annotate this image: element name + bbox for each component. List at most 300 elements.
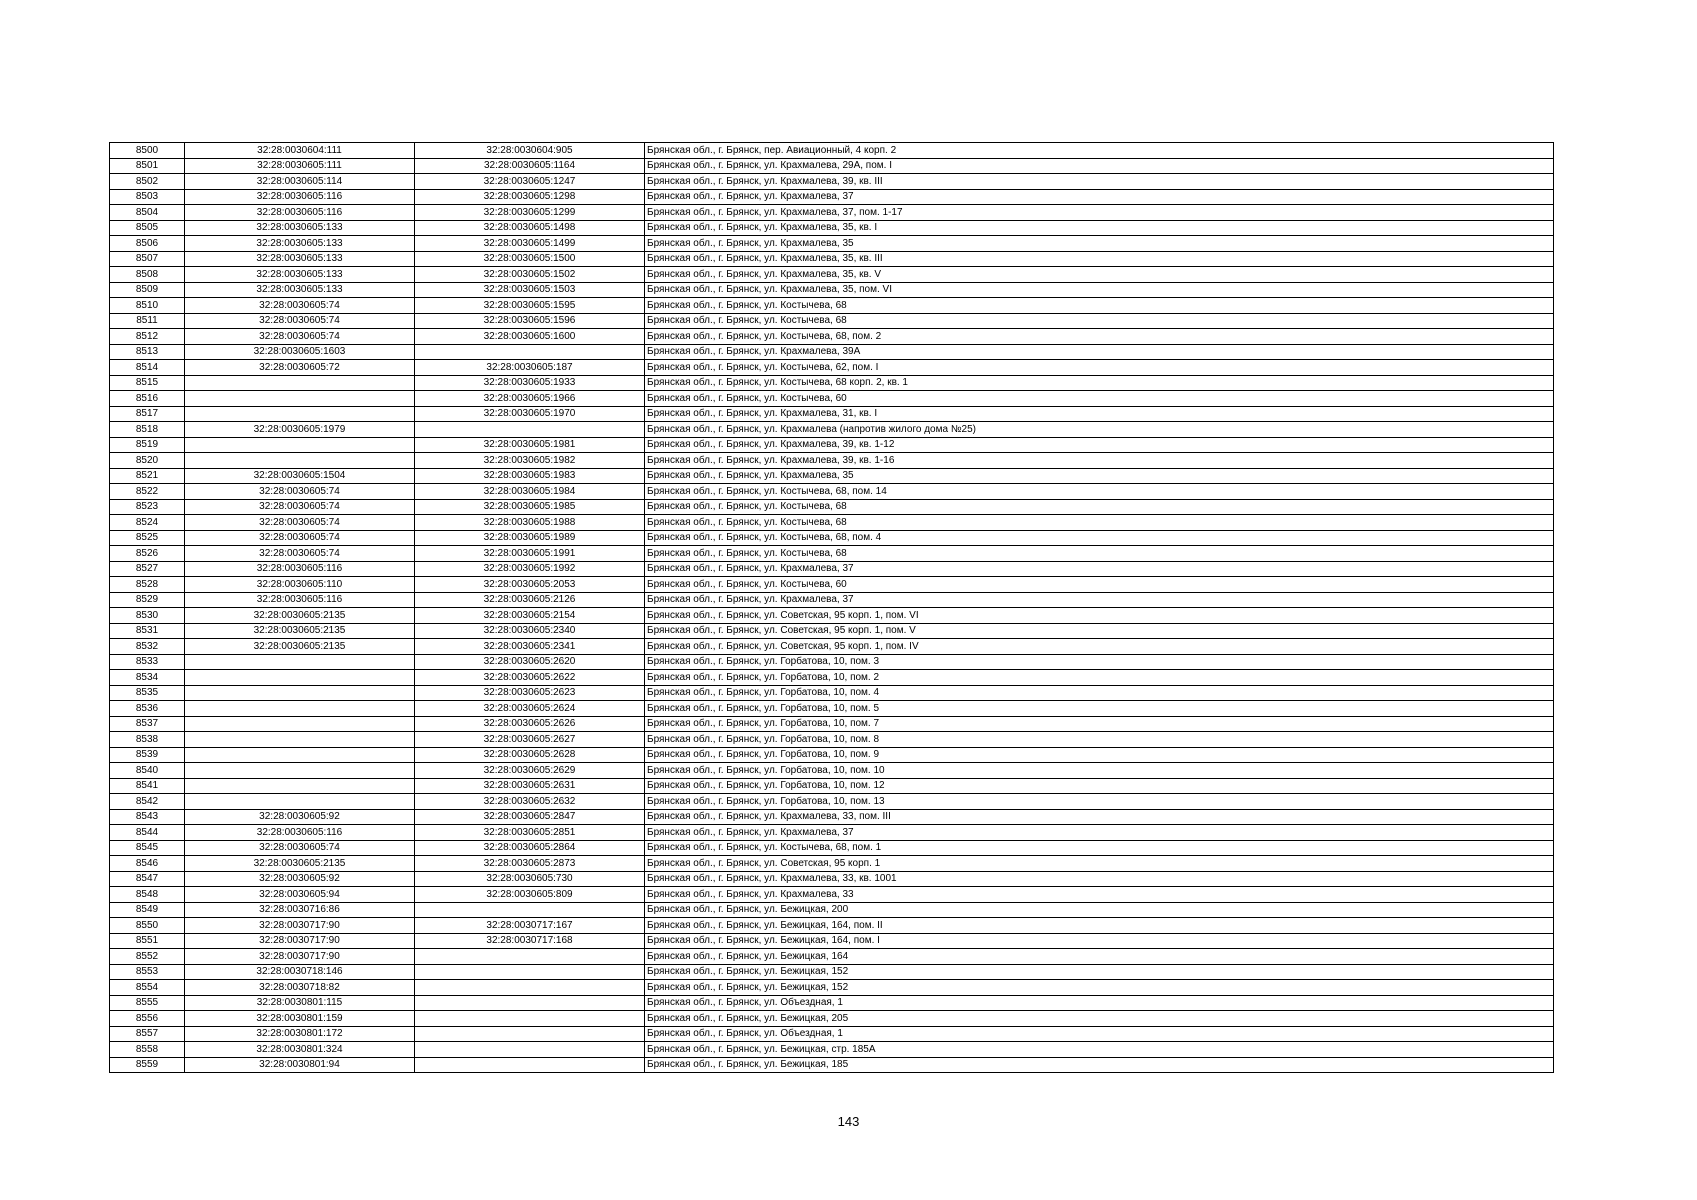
object-cadastral-number-cell [415, 422, 645, 438]
table-row [110, 468, 1554, 484]
row-number-cell: 8536 [110, 701, 185, 717]
address-cell: Брянская обл., г. Брянск, ул. Горбатова, 10, пом. 5 [645, 701, 1554, 717]
address-cell: Брянская обл., г. Брянск, ул. Крахмалева, 39, кв. 1-12 [645, 437, 1554, 453]
address-cell: Брянская обл., г. Брянск, ул. Горбатова, 10, пом. 12 [645, 778, 1554, 794]
land-cadastral-number-cell: 32:28:0030605:74 [185, 499, 415, 515]
land-cadastral-number-cell: 32:28:0030605:2135 [185, 639, 415, 655]
land-cadastral-number-cell: 32:28:0030605:2135 [185, 856, 415, 872]
row-number-cell: 8554 [110, 980, 185, 996]
object-cadastral-number-cell: 32:28:0030605:2620 [415, 654, 645, 670]
row-number-cell: 8557 [110, 1026, 185, 1042]
row-number-cell: 8503 [110, 189, 185, 205]
address-cell: Брянская обл., г. Брянск, ул. Костычева, 68 [645, 298, 1554, 314]
object-cadastral-number-cell: 32:28:0030605:187 [415, 360, 645, 376]
row-number-cell: 8512 [110, 329, 185, 345]
address-cell: Брянская обл., г. Брянск, ул. Крахмалева, 39, кв. 1-16 [645, 453, 1554, 469]
object-cadastral-number-cell: 32:28:0030605:1991 [415, 546, 645, 562]
object-cadastral-number-cell [415, 949, 645, 965]
address-cell: Брянская обл., г. Брянск, ул. Крахмалева, 37 [645, 189, 1554, 205]
address-cell: Брянская обл., г. Брянск, ул. Крахмалева, 31, кв. I [645, 406, 1554, 422]
table-row [110, 1011, 1554, 1027]
address-cell: Брянская обл., г. Брянск, ул. Бежицкая, 200 [645, 902, 1554, 918]
row-number-cell: 8556 [110, 1011, 185, 1027]
address-cell: Брянская обл., г. Брянск, ул. Крахмалева, 35 [645, 236, 1554, 252]
row-number-cell: 8501 [110, 158, 185, 174]
object-cadastral-number-cell: 32:28:0030605:809 [415, 887, 645, 903]
address-cell: Брянская обл., г. Брянск, ул. Советская, 95 корп. 1, пом. V [645, 623, 1554, 639]
row-number-cell: 8509 [110, 282, 185, 298]
row-number-cell: 8500 [110, 143, 185, 159]
address-cell: Брянская обл., г. Брянск, ул. Костычева, 68, пом. 4 [645, 530, 1554, 546]
row-number-cell: 8507 [110, 251, 185, 267]
object-cadastral-number-cell [415, 344, 645, 360]
table-row [110, 856, 1554, 872]
table-row [110, 375, 1554, 391]
object-cadastral-number-cell: 32:28:0030605:1933 [415, 375, 645, 391]
row-number-cell: 8519 [110, 437, 185, 453]
land-cadastral-number-cell: 32:28:0030605:116 [185, 592, 415, 608]
address-cell: Брянская обл., г. Брянск, ул. Костычева, 60 [645, 391, 1554, 407]
land-cadastral-number-cell: 32:28:0030801:159 [185, 1011, 415, 1027]
property-table [109, 142, 1554, 1073]
land-cadastral-number-cell: 32:28:0030717:90 [185, 918, 415, 934]
object-cadastral-number-cell: 32:28:0030605:1164 [415, 158, 645, 174]
object-cadastral-number-cell: 32:28:0030605:2341 [415, 639, 645, 655]
object-cadastral-number-cell: 32:28:0030605:1966 [415, 391, 645, 407]
object-cadastral-number-cell: 32:28:0030605:2847 [415, 809, 645, 825]
address-cell: Брянская обл., г. Брянск, ул. Крахмалева (напротив жилого дома №25) [645, 422, 1554, 438]
land-cadastral-number-cell: 32:28:0030605:116 [185, 825, 415, 841]
row-number-cell: 8528 [110, 577, 185, 593]
land-cadastral-number-cell: 32:28:0030717:90 [185, 933, 415, 949]
land-cadastral-number-cell: 32:28:0030605:116 [185, 189, 415, 205]
object-cadastral-number-cell: 32:28:0030605:2629 [415, 763, 645, 779]
address-cell: Брянская обл., г. Брянск, ул. Бежицкая, 164 [645, 949, 1554, 965]
address-cell: Брянская обл., г. Брянск, ул. Горбатова, 10, пом. 9 [645, 747, 1554, 763]
land-cadastral-number-cell: 32:28:0030605:1603 [185, 344, 415, 360]
row-number-cell: 8514 [110, 360, 185, 376]
object-cadastral-number-cell: 32:28:0030605:1503 [415, 282, 645, 298]
object-cadastral-number-cell: 32:28:0030605:2126 [415, 592, 645, 608]
object-cadastral-number-cell: 32:28:0030605:1985 [415, 499, 645, 515]
row-number-cell: 8534 [110, 670, 185, 686]
object-cadastral-number-cell: 32:28:0030605:1981 [415, 437, 645, 453]
address-cell: Брянская обл., г. Брянск, ул. Бежицкая, стр. 185А [645, 1042, 1554, 1058]
object-cadastral-number-cell: 32:28:0030605:2340 [415, 623, 645, 639]
land-cadastral-number-cell: 32:28:0030605:133 [185, 220, 415, 236]
row-number-cell: 8545 [110, 840, 185, 856]
row-number-cell: 8553 [110, 964, 185, 980]
object-cadastral-number-cell: 32:28:0030717:168 [415, 933, 645, 949]
land-cadastral-number-cell: 32:28:0030605:74 [185, 515, 415, 531]
object-cadastral-number-cell [415, 1026, 645, 1042]
row-number-cell: 8531 [110, 623, 185, 639]
land-cadastral-number-cell: 32:28:0030605:92 [185, 871, 415, 887]
address-cell: Брянская обл., г. Брянск, ул. Крахмалева, 35, кв. III [645, 251, 1554, 267]
table-row [110, 980, 1554, 996]
row-number-cell: 8559 [110, 1057, 185, 1073]
object-cadastral-number-cell: 32:28:0030605:2632 [415, 794, 645, 810]
land-cadastral-number-cell: 32:28:0030718:82 [185, 980, 415, 996]
row-number-cell: 8504 [110, 205, 185, 221]
land-cadastral-number-cell: 32:28:0030605:72 [185, 360, 415, 376]
land-cadastral-number-cell: 32:28:0030605:74 [185, 484, 415, 500]
land-cadastral-number-cell: 32:28:0030717:90 [185, 949, 415, 965]
table-row [110, 902, 1554, 918]
table-row [110, 995, 1554, 1011]
land-cadastral-number-cell: 32:28:0030605:111 [185, 158, 415, 174]
object-cadastral-number-cell: 32:28:0030605:730 [415, 871, 645, 887]
table-row [110, 205, 1554, 221]
object-cadastral-number-cell: 32:28:0030605:1502 [415, 267, 645, 283]
land-cadastral-number-cell: 32:28:0030605:133 [185, 282, 415, 298]
land-cadastral-number-cell: 32:28:0030605:116 [185, 561, 415, 577]
table-row [110, 840, 1554, 856]
land-cadastral-number-cell: 32:28:0030605:94 [185, 887, 415, 903]
object-cadastral-number-cell: 32:28:0030605:1299 [415, 205, 645, 221]
object-cadastral-number-cell: 32:28:0030605:1992 [415, 561, 645, 577]
address-cell: Брянская обл., г. Брянск, ул. Бежицкая, 205 [645, 1011, 1554, 1027]
land-cadastral-number-cell [185, 747, 415, 763]
row-number-cell: 8551 [110, 933, 185, 949]
object-cadastral-number-cell: 32:28:0030605:2626 [415, 716, 645, 732]
table-row [110, 623, 1554, 639]
row-number-cell: 8558 [110, 1042, 185, 1058]
object-cadastral-number-cell: 32:28:0030605:1600 [415, 329, 645, 345]
object-cadastral-number-cell: 32:28:0030605:1984 [415, 484, 645, 500]
object-cadastral-number-cell: 32:28:0030605:2628 [415, 747, 645, 763]
table-row [110, 685, 1554, 701]
object-cadastral-number-cell: 32:28:0030717:167 [415, 918, 645, 934]
row-number-cell: 8521 [110, 468, 185, 484]
land-cadastral-number-cell: 32:28:0030801:324 [185, 1042, 415, 1058]
row-number-cell: 8537 [110, 716, 185, 732]
row-number-cell: 8505 [110, 220, 185, 236]
table-row [110, 716, 1554, 732]
table-row [110, 654, 1554, 670]
object-cadastral-number-cell: 32:28:0030605:2624 [415, 701, 645, 717]
land-cadastral-number-cell: 32:28:0030605:133 [185, 236, 415, 252]
address-cell: Брянская обл., г. Брянск, ул. Крахмалева, 37 [645, 592, 1554, 608]
object-cadastral-number-cell: 32:28:0030605:2631 [415, 778, 645, 794]
land-cadastral-number-cell [185, 375, 415, 391]
object-cadastral-number-cell: 32:28:0030605:1982 [415, 453, 645, 469]
address-cell: Брянская обл., г. Брянск, ул. Крахмалева, 33 [645, 887, 1554, 903]
row-number-cell: 8544 [110, 825, 185, 841]
object-cadastral-number-cell: 32:28:0030605:1970 [415, 406, 645, 422]
table-row [110, 515, 1554, 531]
table-row [110, 1057, 1554, 1073]
table-row [110, 639, 1554, 655]
address-cell: Брянская обл., г. Брянск, ул. Крахмалева, 37, пом. 1-17 [645, 205, 1554, 221]
object-cadastral-number-cell: 32:28:0030605:2622 [415, 670, 645, 686]
object-cadastral-number-cell [415, 964, 645, 980]
table-row [110, 1026, 1554, 1042]
table-row [110, 499, 1554, 515]
row-number-cell: 8533 [110, 654, 185, 670]
row-number-cell: 8526 [110, 546, 185, 562]
table-row [110, 189, 1554, 205]
table-row [110, 158, 1554, 174]
land-cadastral-number-cell: 32:28:0030605:74 [185, 329, 415, 345]
row-number-cell: 8515 [110, 375, 185, 391]
table-row [110, 701, 1554, 717]
land-cadastral-number-cell: 32:28:0030605:2135 [185, 608, 415, 624]
object-cadastral-number-cell: 32:28:0030605:2627 [415, 732, 645, 748]
table-row [110, 608, 1554, 624]
address-cell: Брянская обл., г. Брянск, ул. Костычева, 60 [645, 577, 1554, 593]
table-row [110, 1042, 1554, 1058]
row-number-cell: 8520 [110, 453, 185, 469]
table-row [110, 391, 1554, 407]
row-number-cell: 8549 [110, 902, 185, 918]
object-cadastral-number-cell: 32:28:0030605:1989 [415, 530, 645, 546]
table-row [110, 344, 1554, 360]
table-row [110, 964, 1554, 980]
land-cadastral-number-cell [185, 701, 415, 717]
row-number-cell: 8522 [110, 484, 185, 500]
table-row [110, 732, 1554, 748]
land-cadastral-number-cell [185, 654, 415, 670]
land-cadastral-number-cell: 32:28:0030605:74 [185, 298, 415, 314]
land-cadastral-number-cell [185, 716, 415, 732]
land-cadastral-number-cell: 32:28:0030605:1504 [185, 468, 415, 484]
object-cadastral-number-cell: 32:28:0030605:2053 [415, 577, 645, 593]
address-cell: Брянская обл., г. Брянск, ул. Крахмалева, 37 [645, 561, 1554, 577]
table-row [110, 143, 1554, 159]
address-cell: Брянская обл., г. Брянск, ул. Костычева, 68 [645, 313, 1554, 329]
row-number-cell: 8517 [110, 406, 185, 422]
land-cadastral-number-cell: 32:28:0030716:86 [185, 902, 415, 918]
address-cell: Брянская обл., г. Брянск, ул. Горбатова, 10, пом. 3 [645, 654, 1554, 670]
object-cadastral-number-cell [415, 902, 645, 918]
table-row [110, 174, 1554, 190]
address-cell: Брянская обл., г. Брянск, ул. Крахмалева, 35, пом. VI [645, 282, 1554, 298]
object-cadastral-number-cell [415, 980, 645, 996]
row-number-cell: 8511 [110, 313, 185, 329]
address-cell: Брянская обл., г. Брянск, ул. Горбатова, 10, пом. 2 [645, 670, 1554, 686]
address-cell: Брянская обл., г. Брянск, ул. Бежицкая, 152 [645, 980, 1554, 996]
table-row [110, 484, 1554, 500]
table-row [110, 313, 1554, 329]
land-cadastral-number-cell: 32:28:0030605:133 [185, 267, 415, 283]
land-cadastral-number-cell: 32:28:0030605:74 [185, 313, 415, 329]
table-row [110, 763, 1554, 779]
object-cadastral-number-cell: 32:28:0030605:1595 [415, 298, 645, 314]
address-cell: Брянская обл., г. Брянск, ул. Объездная, 1 [645, 995, 1554, 1011]
object-cadastral-number-cell [415, 995, 645, 1011]
address-cell: Брянская обл., г. Брянск, ул. Крахмалева, 39А [645, 344, 1554, 360]
address-cell: Брянская обл., г. Брянск, ул. Костычева, 68 корп. 2, кв. 1 [645, 375, 1554, 391]
land-cadastral-number-cell [185, 437, 415, 453]
address-cell: Брянская обл., г. Брянск, ул. Горбатова, 10, пом. 10 [645, 763, 1554, 779]
object-cadastral-number-cell: 32:28:0030605:1498 [415, 220, 645, 236]
row-number-cell: 8541 [110, 778, 185, 794]
address-cell: Брянская обл., г. Брянск, ул. Крахмалева, 35, кв. I [645, 220, 1554, 236]
row-number-cell: 8506 [110, 236, 185, 252]
table-row [110, 282, 1554, 298]
land-cadastral-number-cell: 32:28:0030718:146 [185, 964, 415, 980]
address-cell: Брянская обл., г. Брянск, ул. Горбатова, 10, пом. 7 [645, 716, 1554, 732]
address-cell: Брянская обл., г. Брянск, ул. Крахмалева, 33, пом. III [645, 809, 1554, 825]
address-cell: Брянская обл., г. Брянск, ул. Крахмалева, 33, кв. 1001 [645, 871, 1554, 887]
object-cadastral-number-cell: 32:28:0030605:2154 [415, 608, 645, 624]
table-row [110, 267, 1554, 283]
table-row [110, 329, 1554, 345]
address-cell: Брянская обл., г. Брянск, ул. Костычева, 68 [645, 499, 1554, 515]
row-number-cell: 8535 [110, 685, 185, 701]
land-cadastral-number-cell [185, 670, 415, 686]
row-number-cell: 8550 [110, 918, 185, 934]
land-cadastral-number-cell: 32:28:0030801:115 [185, 995, 415, 1011]
address-cell: Брянская обл., г. Брянск, ул. Крахмалева, 39, кв. III [645, 174, 1554, 190]
address-cell: Брянская обл., г. Брянск, ул. Костычева, 68 [645, 515, 1554, 531]
row-number-cell: 8543 [110, 809, 185, 825]
table-row [110, 871, 1554, 887]
row-number-cell: 8516 [110, 391, 185, 407]
row-number-cell: 8547 [110, 871, 185, 887]
land-cadastral-number-cell [185, 453, 415, 469]
land-cadastral-number-cell: 32:28:0030801:94 [185, 1057, 415, 1073]
row-number-cell: 8518 [110, 422, 185, 438]
address-cell: Брянская обл., г. Брянск, ул. Крахмалева, 37 [645, 825, 1554, 841]
table-row [110, 778, 1554, 794]
row-number-cell: 8513 [110, 344, 185, 360]
row-number-cell: 8524 [110, 515, 185, 531]
table-row [110, 933, 1554, 949]
object-cadastral-number-cell: 32:28:0030604:905 [415, 143, 645, 159]
address-cell: Брянская обл., г. Брянск, пер. Авиационный, 4 корп. 2 [645, 143, 1554, 159]
land-cadastral-number-cell: 32:28:0030605:92 [185, 809, 415, 825]
land-cadastral-number-cell [185, 778, 415, 794]
table-row [110, 546, 1554, 562]
table-row [110, 360, 1554, 376]
row-number-cell: 8539 [110, 747, 185, 763]
table-row [110, 406, 1554, 422]
land-cadastral-number-cell [185, 732, 415, 748]
address-cell: Брянская обл., г. Брянск, ул. Горбатова, 10, пом. 8 [645, 732, 1554, 748]
land-cadastral-number-cell: 32:28:0030605:116 [185, 205, 415, 221]
land-cadastral-number-cell [185, 763, 415, 779]
row-number-cell: 8502 [110, 174, 185, 190]
address-cell: Брянская обл., г. Брянск, ул. Костычева, 68, пом. 2 [645, 329, 1554, 345]
object-cadastral-number-cell: 32:28:0030605:2851 [415, 825, 645, 841]
land-cadastral-number-cell: 32:28:0030605:74 [185, 840, 415, 856]
row-number-cell: 8552 [110, 949, 185, 965]
table-row [110, 918, 1554, 934]
land-cadastral-number-cell: 32:28:0030604:111 [185, 143, 415, 159]
table-row [110, 887, 1554, 903]
table-row [110, 251, 1554, 267]
table-row [110, 561, 1554, 577]
row-number-cell: 8542 [110, 794, 185, 810]
address-cell: Брянская обл., г. Брянск, ул. Горбатова, 10, пом. 13 [645, 794, 1554, 810]
object-cadastral-number-cell: 32:28:0030605:1596 [415, 313, 645, 329]
object-cadastral-number-cell: 32:28:0030605:2873 [415, 856, 645, 872]
object-cadastral-number-cell [415, 1011, 645, 1027]
row-number-cell: 8527 [110, 561, 185, 577]
land-cadastral-number-cell: 32:28:0030605:133 [185, 251, 415, 267]
row-number-cell: 8508 [110, 267, 185, 283]
object-cadastral-number-cell: 32:28:0030605:1298 [415, 189, 645, 205]
row-number-cell: 8523 [110, 499, 185, 515]
row-number-cell: 8510 [110, 298, 185, 314]
object-cadastral-number-cell: 32:28:0030605:1499 [415, 236, 645, 252]
row-number-cell: 8546 [110, 856, 185, 872]
table-row [110, 530, 1554, 546]
address-cell: Брянская обл., г. Брянск, ул. Крахмалева, 35 [645, 468, 1554, 484]
land-cadastral-number-cell: 32:28:0030605:74 [185, 530, 415, 546]
land-cadastral-number-cell: 32:28:0030605:1979 [185, 422, 415, 438]
table-row [110, 949, 1554, 965]
row-number-cell: 8525 [110, 530, 185, 546]
land-cadastral-number-cell [185, 794, 415, 810]
table-row [110, 825, 1554, 841]
address-cell: Брянская обл., г. Брянск, ул. Костычева, 68, пом. 14 [645, 484, 1554, 500]
object-cadastral-number-cell [415, 1057, 645, 1073]
land-cadastral-number-cell: 32:28:0030605:2135 [185, 623, 415, 639]
row-number-cell: 8530 [110, 608, 185, 624]
address-cell: Брянская обл., г. Брянск, ул. Бежицкая, 185 [645, 1057, 1554, 1073]
address-cell: Брянская обл., г. Брянск, ул. Объездная, 1 [645, 1026, 1554, 1042]
table-row [110, 592, 1554, 608]
address-cell: Брянская обл., г. Брянск, ул. Советская, 95 корп. 1, пом. VI [645, 608, 1554, 624]
row-number-cell: 8532 [110, 639, 185, 655]
table-row [110, 236, 1554, 252]
object-cadastral-number-cell: 32:28:0030605:1500 [415, 251, 645, 267]
table-row [110, 747, 1554, 763]
table-row [110, 220, 1554, 236]
row-number-cell: 8529 [110, 592, 185, 608]
address-cell: Брянская обл., г. Брянск, ул. Бежицкая, 152 [645, 964, 1554, 980]
address-cell: Брянская обл., г. Брянск, ул. Бежицкая, 164, пом. II [645, 918, 1554, 934]
table-row [110, 298, 1554, 314]
address-cell: Брянская обл., г. Брянск, ул. Крахмалева, 29А, пом. I [645, 158, 1554, 174]
table-row [110, 670, 1554, 686]
land-cadastral-number-cell: 32:28:0030605:74 [185, 546, 415, 562]
table-row [110, 809, 1554, 825]
page-number: 143 [837, 1114, 860, 1129]
object-cadastral-number-cell: 32:28:0030605:1247 [415, 174, 645, 190]
address-cell: Брянская обл., г. Брянск, ул. Бежицкая, 164, пом. I [645, 933, 1554, 949]
address-cell: Брянская обл., г. Брянск, ул. Костычева, 68 [645, 546, 1554, 562]
land-cadastral-number-cell: 32:28:0030605:114 [185, 174, 415, 190]
land-cadastral-number-cell: 32:28:0030801:172 [185, 1026, 415, 1042]
table-row [110, 453, 1554, 469]
address-cell: Брянская обл., г. Брянск, ул. Советская, 95 корп. 1, пом. IV [645, 639, 1554, 655]
object-cadastral-number-cell: 32:28:0030605:2623 [415, 685, 645, 701]
object-cadastral-number-cell [415, 1042, 645, 1058]
address-cell: Брянская обл., г. Брянск, ул. Крахмалева, 35, кв. V [645, 267, 1554, 283]
row-number-cell: 8548 [110, 887, 185, 903]
object-cadastral-number-cell: 32:28:0030605:1988 [415, 515, 645, 531]
row-number-cell: 8540 [110, 763, 185, 779]
address-cell: Брянская обл., г. Брянск, ул. Костычева, 62, пом. I [645, 360, 1554, 376]
land-cadastral-number-cell [185, 391, 415, 407]
table-row [110, 437, 1554, 453]
address-cell: Брянская обл., г. Брянск, ул. Советская, 95 корп. 1 [645, 856, 1554, 872]
table-row [110, 577, 1554, 593]
address-cell: Брянская обл., г. Брянск, ул. Костычева, 68, пом. 1 [645, 840, 1554, 856]
row-number-cell: 8555 [110, 995, 185, 1011]
land-cadastral-number-cell [185, 406, 415, 422]
table-body [110, 143, 1554, 1073]
object-cadastral-number-cell: 32:28:0030605:1983 [415, 468, 645, 484]
land-cadastral-number-cell [185, 685, 415, 701]
table-row [110, 794, 1554, 810]
object-cadastral-number-cell: 32:28:0030605:2864 [415, 840, 645, 856]
land-cadastral-number-cell: 32:28:0030605:110 [185, 577, 415, 593]
